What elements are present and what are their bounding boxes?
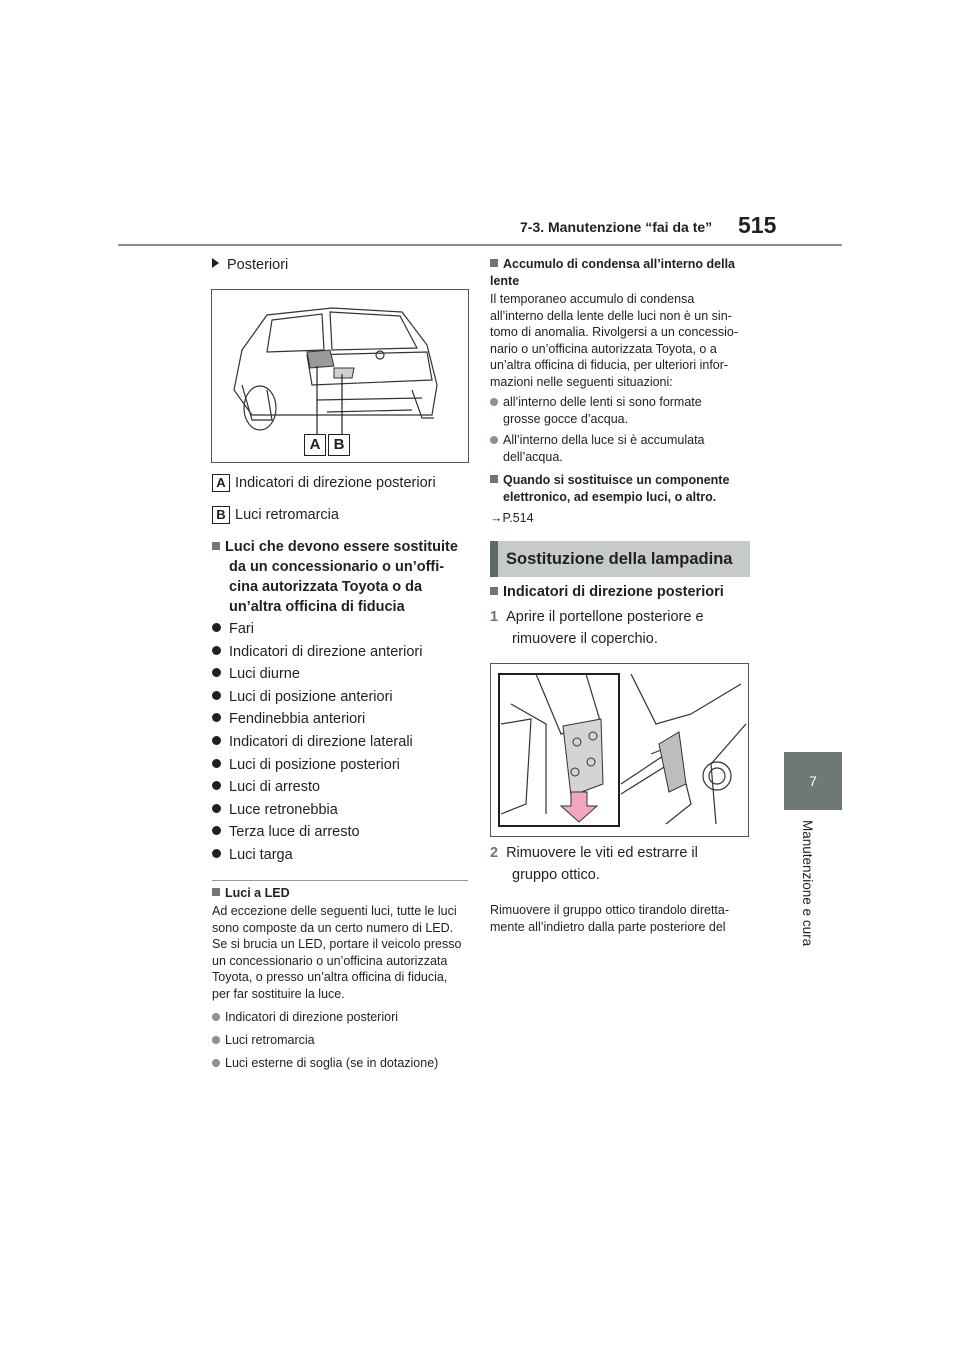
dot-bullet-icon bbox=[212, 849, 221, 858]
dot-bullet-icon bbox=[212, 646, 221, 655]
cover-removal-drawing bbox=[491, 664, 748, 836]
list-item: Indicatori di direzione anteriori bbox=[212, 641, 422, 664]
dot-bullet-icon bbox=[212, 1059, 220, 1067]
callout-a: A bbox=[304, 434, 326, 456]
posteriori-item bbox=[212, 256, 288, 275]
dot-bullet-icon bbox=[212, 826, 221, 835]
legend-b bbox=[212, 506, 339, 525]
dot-bullet-icon bbox=[212, 691, 221, 700]
posteriori-label: Posteriori bbox=[227, 257, 289, 273]
header-section-title: 7-3. Manutenzione “fai da te” bbox=[520, 219, 713, 235]
square-bullet-icon bbox=[490, 475, 498, 483]
chapter-label: Manutenzione e cura bbox=[800, 820, 815, 947]
step-number: 2 bbox=[490, 845, 499, 861]
list-item: Luce retronebbia bbox=[212, 799, 422, 822]
section-title-banner: Sostituzione della lampadina bbox=[490, 541, 750, 577]
led-heading: Luci a LED bbox=[212, 885, 290, 902]
legend-b-letter: B bbox=[212, 506, 230, 524]
condensa-bullet-1: all’interno delle lenti si sono formate grosse gocce d’acqua. bbox=[490, 394, 702, 427]
header-rule bbox=[118, 244, 842, 246]
dot-bullet-icon bbox=[212, 804, 221, 813]
condensa-paragraph: Il temporaneo accumulo di condensa all’interno della lente delle luci non è un sin- tomo di anomalia. Rivolgersi a un concessio- nario o un’officina autorizzata Toyota, o a un’altra officina di fiducia, per ulteriori infor- mazioni nelle seguenti situazioni: bbox=[490, 292, 739, 389]
square-bullet-icon bbox=[490, 259, 498, 267]
square-bullet-icon bbox=[212, 542, 220, 550]
list-item: Luci di posizione posteriori bbox=[212, 754, 422, 777]
list-item: Luci di posizione anteriori bbox=[212, 686, 422, 709]
list-item: Luci diurne bbox=[212, 663, 422, 686]
replacement-heading: Luci che devono essere sostituite da un concessionario o un’offi- cina autorizzata Toyota o da un’altra officina di fiducia bbox=[212, 537, 458, 617]
car-rear-illustration bbox=[211, 289, 469, 463]
dot-bullet-icon bbox=[212, 623, 221, 632]
page-reference-link[interactable]: →P.514 bbox=[490, 511, 534, 525]
led-paragraph: Ad eccezione delle seguenti luci, tutte le luci sono composte da un certo numero di LED. Se si brucia un LED, portare il veicolo presso un concessionario o un’officina autorizzata Toyota, o presso un’altra officina di fiducia, per far sostituire la luce. bbox=[212, 904, 462, 1001]
square-bullet-icon bbox=[490, 587, 498, 595]
list-item: Fendinebbia anteriori bbox=[212, 708, 422, 731]
dot-bullet-icon bbox=[212, 736, 221, 745]
cover-removal-illustration bbox=[490, 663, 749, 837]
page-number: 515 bbox=[738, 212, 777, 238]
triangle-bullet-icon bbox=[212, 258, 219, 268]
sub-heading: Indicatori di direzione posteriori bbox=[490, 584, 724, 600]
chapter-tab[interactable]: 7 bbox=[784, 752, 842, 810]
list-item: Indicatori di direzione laterali bbox=[212, 731, 422, 754]
legend-a bbox=[212, 474, 436, 493]
divider bbox=[212, 880, 468, 881]
condensa-heading: Accumulo di condensa all’interno della lente bbox=[490, 257, 735, 288]
dot-bullet-icon bbox=[212, 1013, 220, 1021]
step-2: 2 Rimuovere le viti ed estrarre il gruppo ottico. bbox=[490, 845, 698, 883]
list-item: Luci targa bbox=[212, 844, 422, 867]
componente-heading: Quando si sostituisce un componente elettronico, ad esempio luci, o altro. bbox=[490, 472, 729, 505]
list-item: Terza luce di arresto bbox=[212, 821, 422, 844]
dot-bullet-icon bbox=[490, 436, 498, 444]
dot-bullet-icon bbox=[212, 668, 221, 677]
list-item: Fari bbox=[212, 618, 422, 641]
list-item: Indicatori di direzione posteriori bbox=[212, 1006, 438, 1029]
callout-b: B bbox=[328, 434, 350, 456]
step-1: 1 Aprire il portellone posteriore e rimuovere il coperchio. bbox=[490, 609, 704, 647]
lights-list bbox=[212, 618, 422, 867]
list-item: Luci retromarcia bbox=[212, 1029, 438, 1052]
step-number: 1 bbox=[490, 609, 499, 625]
legend-b-text: Luci retromarcia bbox=[235, 507, 339, 523]
legend-a-text: Indicatori di direzione posteriori bbox=[235, 475, 436, 491]
list-item: Luci di arresto bbox=[212, 776, 422, 799]
led-list bbox=[212, 1006, 438, 1075]
square-bullet-icon bbox=[212, 888, 220, 896]
dot-bullet-icon bbox=[212, 759, 221, 768]
list-item: Luci esterne di soglia (se in dotazione) bbox=[212, 1052, 438, 1075]
dot-bullet-icon bbox=[212, 1036, 220, 1044]
step-2-note: Rimuovere il gruppo ottico tirandolo diretta- mente all’indietro dalla parte posteriore del bbox=[490, 903, 730, 934]
dot-bullet-icon bbox=[212, 713, 221, 722]
dot-bullet-icon bbox=[490, 398, 498, 406]
condensa-bullet-2: All’interno della luce si è accumulata dell’acqua. bbox=[490, 432, 705, 465]
dot-bullet-icon bbox=[212, 781, 221, 790]
legend-a-letter: A bbox=[212, 474, 230, 492]
